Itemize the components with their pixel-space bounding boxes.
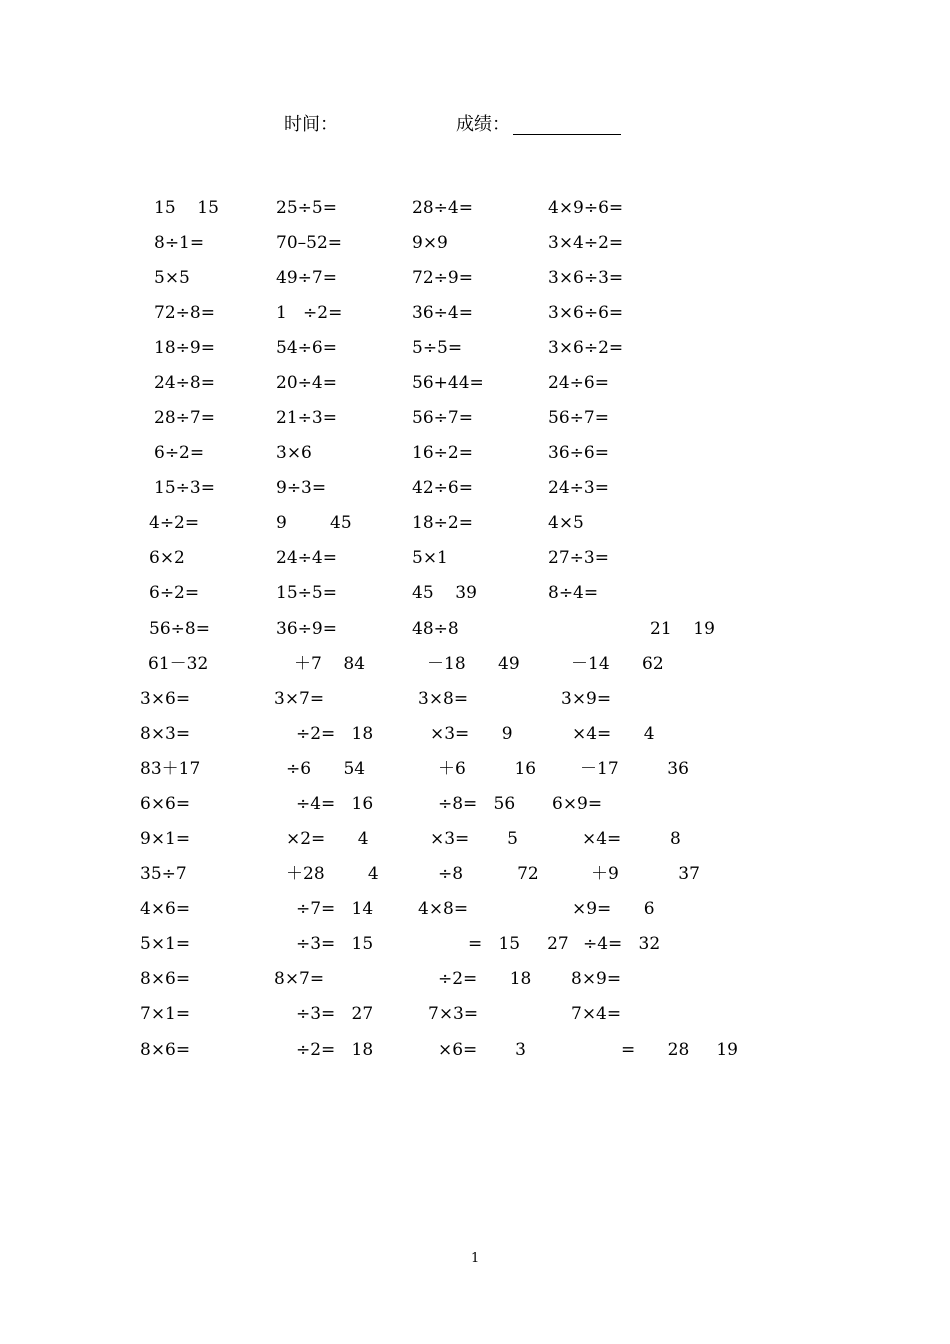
problem-r25-c4: = 28 19: [621, 1040, 738, 1060]
problem-r23-c2: 8×7=: [274, 969, 325, 989]
problem-r8-c2: 3×6: [276, 443, 312, 463]
problem-r21-c1: 4×6=: [140, 899, 191, 919]
problem-r21-c3: 4×8=: [418, 899, 469, 919]
problem-r9-c2: 9÷3=: [276, 478, 327, 498]
problem-r11-c3: 5×1: [412, 548, 448, 568]
problem-r11-c2: 24÷4=: [276, 548, 337, 568]
problem-r9-c3: 42÷6=: [412, 478, 473, 498]
problem-r22-c2: ÷3= 15: [296, 934, 374, 954]
problem-r23-c3: ÷2= 18: [438, 969, 532, 989]
problem-r1-c3: 28÷4=: [412, 198, 473, 218]
problem-r13-c1: 56÷8=: [149, 619, 210, 639]
problem-r12-c1: 6÷2=: [149, 583, 200, 603]
score-blank: [513, 118, 621, 135]
problem-r20-c1: 35÷7: [140, 864, 187, 884]
problem-r10-c4: 4×5: [548, 513, 584, 533]
problem-r13-c3: 48÷8: [412, 619, 459, 639]
problem-r1-c4: 4×9÷6=: [548, 198, 624, 218]
problem-r17-c2: ÷6 54: [286, 759, 366, 779]
problem-r2-c4: 3×4÷2=: [548, 233, 624, 253]
problem-r25-c1: 8×6=: [140, 1040, 191, 1060]
problem-r7-c3: 56÷7=: [412, 408, 473, 428]
problem-r21-c2: ÷7= 14: [296, 899, 374, 919]
problem-r18-c2: ÷4= 16: [296, 794, 374, 814]
problem-r22-c4: ÷4= 32: [583, 934, 661, 954]
problem-r6-c4: 24÷6=: [548, 373, 609, 393]
problem-r14-c1: 61－32: [148, 654, 209, 674]
problem-r22-c1: 5×1=: [140, 934, 191, 954]
problem-r7-c2: 21÷3=: [276, 408, 337, 428]
problem-r1-c1: 15 15: [154, 198, 219, 218]
problem-r10-c2: 9 45: [276, 513, 352, 533]
problem-r11-c4: 27÷3=: [548, 548, 609, 568]
problem-r17-c3: ＋6 16: [438, 759, 537, 779]
problem-r18-c3: ÷8= 56: [438, 794, 516, 814]
problem-r4-c2: 1 ÷2=: [276, 303, 343, 323]
problem-r15-c1: 3×6=: [140, 689, 191, 709]
problem-r5-c2: 54÷6=: [276, 338, 337, 358]
problem-r16-c3: ×3= 9: [430, 724, 513, 744]
problem-r9-c4: 24÷3=: [548, 478, 609, 498]
problem-r2-c1: 8÷1=: [154, 233, 205, 253]
problem-r9-c1: 15÷3=: [154, 478, 215, 498]
problem-r7-c1: 28÷7=: [154, 408, 215, 428]
problem-r12-c2: 15÷5=: [276, 583, 337, 603]
page-number: 1: [471, 1251, 480, 1266]
problem-r25-c3: ×6= 3: [438, 1040, 526, 1060]
problem-r15-c2: 3×7=: [274, 689, 325, 709]
problem-r16-c1: 8×3=: [140, 724, 191, 744]
problem-r4-c1: 72÷8=: [154, 303, 215, 323]
problem-r14-c4: －14 62: [571, 654, 664, 674]
problem-r22-c3: = 15 27: [468, 934, 569, 954]
problem-r5-c1: 18÷9=: [154, 338, 215, 358]
problem-r4-c4: 3×6÷6=: [548, 303, 624, 323]
problem-r24-c4: 7×4=: [571, 1004, 622, 1024]
problem-r10-c1: 4÷2=: [149, 513, 200, 533]
problem-r3-c1: 5×5: [154, 268, 190, 288]
problem-r23-c4: 8×9=: [571, 969, 622, 989]
problem-r13-c5: 21 19: [650, 619, 715, 639]
problem-r15-c3: 3×8=: [418, 689, 469, 709]
problem-r24-c3: 7×3=: [428, 1004, 479, 1024]
problem-r11-c1: 6×2: [149, 548, 185, 568]
problem-r14-c2: ＋7 84: [294, 654, 366, 674]
problem-r5-c4: 3×6÷2=: [548, 338, 624, 358]
problem-r19-c2: ×2= 4: [286, 829, 369, 849]
problem-r3-c4: 3×6÷3=: [548, 268, 624, 288]
problem-r6-c2: 20÷4=: [276, 373, 337, 393]
problem-r3-c3: 72÷9=: [412, 268, 473, 288]
time-label: 时间：: [284, 114, 338, 135]
problem-r13-c2: 36÷9=: [276, 619, 337, 639]
problem-r19-c1: 9×1=: [140, 829, 191, 849]
problem-r8-c3: 16÷2=: [412, 443, 473, 463]
score-label: 成绩：: [456, 114, 510, 135]
problem-r18-c1: 6×6=: [140, 794, 191, 814]
problem-r20-c3: ÷8 72: [438, 864, 539, 884]
problem-r10-c3: 18÷2=: [412, 513, 473, 533]
problem-r12-c3: 45 39: [412, 583, 477, 603]
problem-r7-c4: 56÷7=: [548, 408, 609, 428]
problem-r25-c2: ÷2= 18: [296, 1040, 374, 1060]
problem-r8-c1: 6÷2=: [154, 443, 205, 463]
problem-r14-c3: －18 49: [427, 654, 520, 674]
problem-r8-c4: 36÷6=: [548, 443, 609, 463]
problem-r17-c4: －17 36: [580, 759, 689, 779]
problem-r3-c2: 49÷7=: [276, 268, 337, 288]
problem-r16-c4: ×4= 4: [572, 724, 655, 744]
problem-r19-c4: ×4= 8: [582, 829, 681, 849]
problem-r2-c2: 70–52=: [276, 233, 343, 253]
problem-r6-c3: 56+44=: [412, 373, 484, 393]
problem-r24-c1: 7×1=: [140, 1004, 191, 1024]
problem-r15-c4: 3×9=: [561, 689, 612, 709]
problem-r4-c3: 36÷4=: [412, 303, 473, 323]
problem-r21-c4: ×9= 6: [572, 899, 655, 919]
problem-r19-c3: ×3= 5: [430, 829, 518, 849]
problem-r23-c1: 8×6=: [140, 969, 191, 989]
problem-r18-c4: 6×9=: [552, 794, 603, 814]
problem-r12-c4: 8÷4=: [548, 583, 599, 603]
problem-r2-c3: 9×9: [412, 233, 448, 253]
problem-r24-c2: ÷3= 27: [296, 1004, 374, 1024]
problem-r20-c4: ＋9 37: [591, 864, 700, 884]
problem-r5-c3: 5÷5=: [412, 338, 463, 358]
problem-r20-c2: ＋28 4: [286, 864, 379, 884]
problem-r17-c1: 83＋17: [140, 759, 201, 779]
problem-r1-c2: 25÷5=: [276, 198, 337, 218]
problem-r16-c2: ÷2= 18: [296, 724, 374, 744]
problem-r6-c1: 24÷8=: [154, 373, 215, 393]
